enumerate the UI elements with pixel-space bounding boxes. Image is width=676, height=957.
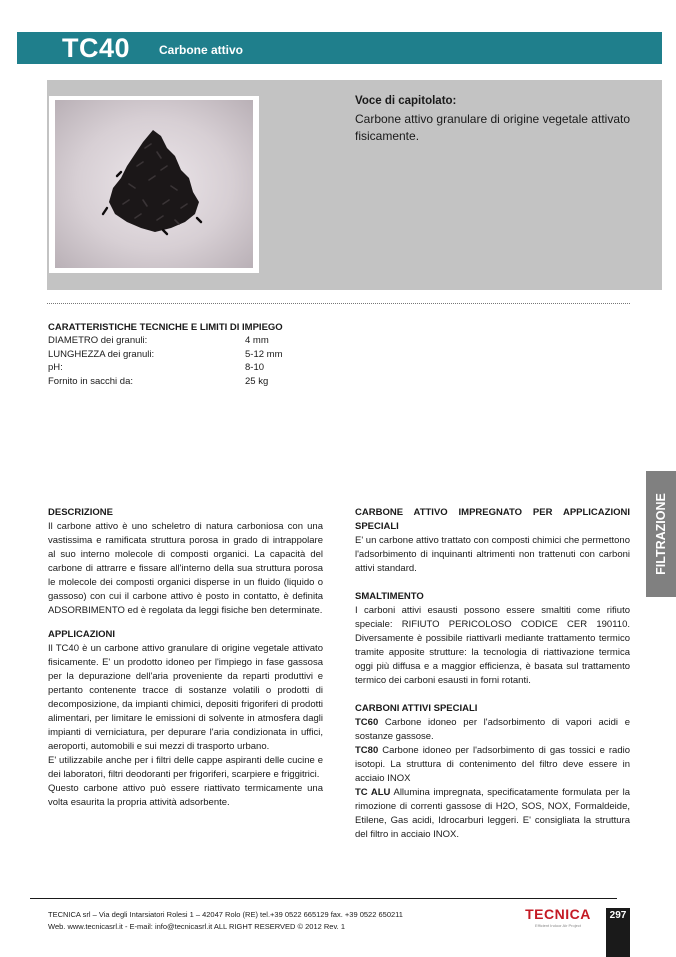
left-column [48,506,323,810]
impregnato-text: E' un carbone attivo trattato con composti chimici che permettono l'adsorbimento di inquinanti altrimenti non trattenuti con carboni attivi standard. [355,535,630,574]
spec-value: 8-10 [245,362,265,373]
impregnato-title: CARBONE ATTIVO IMPREGNATO PER APPLICAZIONI SPECIALI [355,507,630,532]
technical-specs [48,322,348,388]
special-text: Carbone idoneo per l'adsorbimento di gas tossici e radio isotopi. La struttura di contenimento del filtro deve essere in acciaio INOX [355,745,630,784]
spec-row [48,348,348,362]
specification-text: Carbone attivo granulare di origine vegetale attivato fisicamente. [355,112,630,143]
right-column [355,506,630,842]
footer-divider [30,898,617,899]
tecnica-logo [518,906,598,928]
spec-row [48,375,348,389]
speciali-title: CARBONI ATTIVI SPECIALI [355,703,478,714]
special-item [355,716,630,744]
spec-value: 25 kg [245,375,269,387]
applicazioni-paragraph: E' utilizzabile anche per i filtri delle cappe aspiranti delle cucine e dei laboratori, filtri deodoranti per frigoriferi, scarpiere e friggitrici. [48,755,323,780]
product-panel [47,80,662,290]
spec-row [48,334,348,348]
footer-web: Web. www.tecnicasrl.it - E-mail: info@tecnicasrl.it ALL RIGHT RESERVED © 2012 Rev. 1 [48,922,345,931]
applicazioni-paragraph: Questo carbone attivo può essere riattivato termicamente una volta esaurita la propria attività adsorbente. [48,783,323,808]
special-code: TC80 [355,745,379,756]
spec-label: Fornito in sacchi da: [48,375,134,387]
spec-row [48,361,348,375]
product-code: TC40 [62,33,131,63]
descrizione-text: Il carbone attivo è uno scheletro di natura carboniosa con una vastissima e ramificata struttura porosa in grado di intrappolare al suo interno molecole di composti organici. La capacità del carbone di attrarre e fissare all'interno della sua struttura porosa le molecole dei composti organici disperse in un fluido (liquido o gassoso) con cui il carbone attivo è posto in contatto, è definita ADSORBIMENTO ed è regolata da leggi fisiche ben determinate. [48,521,323,616]
applicazioni-paragraph: Il TC40 è un carbone attivo granulare di origine vegetale attivato fisicamente. E' un prodotto idoneo per l'impiego in fase gassosa per la depurazione dell'aria proveniente da reparti produttivi e pertanto contenente tracce di sostanze volatili o prodotti di decomposizione, da impianti chimici, depositi frigoriferi di prodotti alimentari, per limitare le emissioni di solvente in atmosfera dagli impianti di verniciatura, per depurare l'aria condizionata in uffici, aeroporti, automobili e sui mezzi di trasporto urbano. [48,643,323,752]
spec-label: DIAMETRO dei granuli: [48,335,148,346]
section-tab-filtrazione [646,471,676,597]
smaltimento-title: SMALTIMENTO [355,591,424,602]
special-item [355,744,630,786]
special-text: Carbone idoneo per l'adsorbimento di vapori acidi e sostanze gassose. [355,717,630,742]
specs-title: CARATTERISTICHE TECNICHE E LIMITI DI IMPIEGO [48,322,283,333]
specification-item [355,95,630,145]
product-photo [49,96,259,273]
spec-value: 5-12 mm [245,348,283,360]
title-bar [17,32,662,64]
footer-contact [48,909,403,933]
special-text: Allumina impregnata, specificatamente formulata per la rimozione di correnti gassose di H2O, SOS, NOX, Formaldeide, Etilene, Gas acidi, Idrocarburi leggeri. E' consigliata la struttura del filtro in acciaio INOX. [355,787,630,840]
spec-label: pH: [48,362,63,373]
footer-address: TECNICA srl – Via degli Intarsiatori Rolesi 1 – 42047 Rolo (RE) tel.+39 0522 665129 fax. +39 0522 650211 [48,910,403,919]
descrizione-title: DESCRIZIONE [48,507,113,518]
smaltimento-text: I carboni attivi esausti possono essere smaltiti come rifiuto speciale: RIFIUTO PERICOLOSO CODICE CER 190110. Diversamente è possibile riattivarli mediante trattamento termico tramite apposite strutture: la tecnologia di riattivazione termica oggi più diffusa e a maggior efficienza, è basata sul trattamento termico dei carboni esausti in forni rotanti. [355,605,630,686]
section-tab-label: FILTRAZIONE [654,493,668,575]
dotted-divider [47,303,630,304]
spec-label: LUNGHEZZA dei granuli: [48,348,155,360]
special-code: TC60 [355,717,379,728]
page-number: 297 [606,908,630,957]
activated-carbon-granules-image [101,126,205,236]
special-item [355,786,630,842]
applicazioni-title: APPLICAZIONI [48,629,116,640]
specification-title: Voce di capitolato: [355,95,457,107]
logo-wordmark: TECNICA [525,906,591,922]
product-subtitle: Carbone attivo [159,43,244,57]
spec-value: 4 mm [245,335,269,346]
logo-tagline: Efficient Indoor Air Project [535,923,581,928]
special-code: TC ALU [355,787,391,798]
